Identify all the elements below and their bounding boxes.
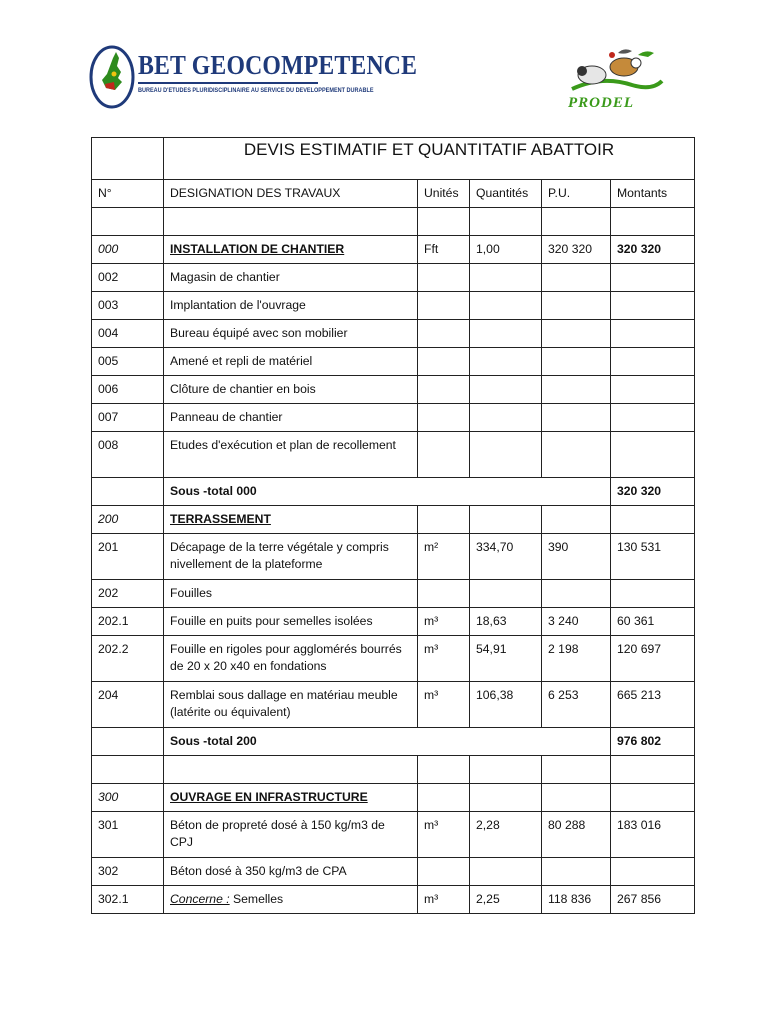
cell-number: 202	[92, 580, 164, 608]
cell-amount: 267 856	[611, 886, 695, 914]
cell-number: 007	[92, 404, 164, 432]
cell-unit	[418, 506, 470, 534]
cell-quantity	[470, 376, 542, 404]
cell-unit-price	[542, 506, 611, 534]
cell-unit-price	[542, 292, 611, 320]
cell-designation: Clôture de chantier en bois	[164, 376, 418, 404]
cell-amount: 120 697	[611, 636, 695, 682]
table-row	[92, 348, 695, 376]
col-header-number: N°	[92, 180, 164, 208]
cell-designation: Bureau équipé avec son mobilier	[164, 320, 418, 348]
cell-unit: m³	[418, 636, 470, 682]
brand-name: BET GEOCOMPETENCE	[138, 50, 418, 80]
cell-unit	[418, 756, 470, 784]
cell-designation: Panneau de chantier	[164, 404, 418, 432]
table-row	[92, 404, 695, 432]
blank-row	[92, 208, 695, 236]
cell-unit: m²	[418, 534, 470, 580]
blank-row	[92, 756, 695, 784]
cell-quantity	[470, 756, 542, 784]
concerne-text: Semelles	[229, 892, 284, 906]
cell-amount: 130 531	[611, 534, 695, 580]
cell-unit-price: 320 320	[542, 236, 611, 264]
cell-amount	[611, 348, 695, 376]
cell-designation: Fouille en rigoles pour agglomérés bourrés de 20 x 20 x40 en fondations	[164, 636, 418, 682]
cell-unit-price	[542, 784, 611, 812]
title-spacer-cell	[92, 138, 164, 180]
table-row	[92, 608, 695, 636]
cell-unit-price	[542, 348, 611, 376]
cell-designation: Décapage de la terre végétale y compris nivellement de la plateforme	[164, 534, 418, 580]
cell-number	[92, 728, 164, 756]
cell-quantity: 106,38	[470, 682, 542, 728]
section-number: 300	[92, 784, 164, 812]
cell-unit-price	[542, 404, 611, 432]
cell-quantity: 2,28	[470, 812, 542, 858]
cell-number: 202.1	[92, 608, 164, 636]
cell-unit: m³	[418, 682, 470, 728]
cell-unit: m³	[418, 608, 470, 636]
header-row	[92, 180, 695, 208]
subtotal-row	[92, 728, 695, 756]
col-header-unit-price: P.U.	[542, 180, 611, 208]
cell-unit-price	[542, 376, 611, 404]
cell-amount	[611, 506, 695, 534]
table-row	[92, 376, 695, 404]
cell-unit-price: 2 198	[542, 636, 611, 682]
title-row	[92, 138, 695, 180]
quote-table	[91, 137, 695, 914]
cell-quantity	[470, 858, 542, 886]
section-row	[92, 506, 695, 534]
cell-unit-price: 6 253	[542, 682, 611, 728]
cell-unit	[418, 292, 470, 320]
table-row	[92, 264, 695, 292]
cell-number: 003	[92, 292, 164, 320]
cell-unit	[418, 376, 470, 404]
cell-number: 005	[92, 348, 164, 376]
brand-underline	[138, 82, 318, 84]
cell-amount	[611, 404, 695, 432]
cell-amount	[611, 264, 695, 292]
cell-quantity	[470, 320, 542, 348]
cell-amount	[611, 432, 695, 478]
cell-unit-price	[542, 432, 611, 478]
section-row	[92, 236, 695, 264]
subtotal-amount: 320 320	[611, 478, 695, 506]
cell-designation: Fouille en puits pour semelles isolées	[164, 608, 418, 636]
cell-quantity	[470, 264, 542, 292]
cell-quantity: 18,63	[470, 608, 542, 636]
cell-quantity: 1,00	[470, 236, 542, 264]
table-row	[92, 858, 695, 886]
cell-amount	[611, 208, 695, 236]
table-row	[92, 580, 695, 608]
section-title: TERRASSEMENT	[164, 506, 418, 534]
cell-quantity: 2,25	[470, 886, 542, 914]
bet-geocompetence-logo	[88, 44, 418, 112]
cell-quantity	[470, 432, 542, 478]
cell-unit-price	[542, 320, 611, 348]
subtotal-amount: 976 802	[611, 728, 695, 756]
partner-name: PRODEL	[568, 95, 634, 111]
cell-designation: Magasin de chantier	[164, 264, 418, 292]
section-row	[92, 784, 695, 812]
cell-unit	[418, 580, 470, 608]
cell-amount	[611, 784, 695, 812]
cell-number	[92, 208, 164, 236]
cell-unit-price	[542, 208, 611, 236]
cell-amount	[611, 580, 695, 608]
col-header-designation: DESIGNATION DES TRAVAUX	[164, 180, 418, 208]
cell-amount	[611, 320, 695, 348]
cell-designation: Fouilles	[164, 580, 418, 608]
cell-amount	[611, 376, 695, 404]
cell-amount	[611, 292, 695, 320]
col-header-quantities: Quantités	[470, 180, 542, 208]
cell-number: 202.2	[92, 636, 164, 682]
cell-quantity	[470, 404, 542, 432]
cell-unit-price	[542, 580, 611, 608]
table-title: DEVIS ESTIMATIF ET QUANTITATIF ABATTOIR	[164, 138, 695, 180]
cell-unit-price: 3 240	[542, 608, 611, 636]
cell-quantity	[470, 348, 542, 376]
cell-amount: 60 361	[611, 608, 695, 636]
cell-quantity	[470, 292, 542, 320]
cell-number: 006	[92, 376, 164, 404]
cell-unit	[418, 208, 470, 236]
cell-unit-price: 80 288	[542, 812, 611, 858]
cell-unit	[418, 404, 470, 432]
cell-amount	[611, 858, 695, 886]
prodel-logo	[562, 45, 667, 113]
cell-designation	[164, 886, 418, 914]
section-number: 000	[92, 236, 164, 264]
cell-unit	[418, 264, 470, 292]
cell-number: 008	[92, 432, 164, 478]
table-row	[92, 534, 695, 580]
cell-unit	[418, 320, 470, 348]
col-header-units: Unités	[418, 180, 470, 208]
cell-designation: Remblai sous dallage en matériau meuble (latérite ou équivalent)	[164, 682, 418, 728]
concerne-prefix: Concerne :	[170, 892, 230, 906]
subtotal-row	[92, 478, 695, 506]
cell-designation: Etudes d'exécution et plan de recollement	[164, 432, 418, 478]
cell-amount: 183 016	[611, 812, 695, 858]
table-row	[92, 812, 695, 858]
cell-unit: m³	[418, 812, 470, 858]
cell-unit	[418, 784, 470, 812]
cell-unit-price: 390	[542, 534, 611, 580]
cell-quantity	[470, 506, 542, 534]
cell-unit	[418, 432, 470, 478]
cell-designation	[164, 756, 418, 784]
subtotal-label: Sous -total 200	[164, 728, 611, 756]
livestock-animals-icon	[562, 45, 667, 97]
cell-designation: Amené et repli de matériel	[164, 348, 418, 376]
subtotal-label: Sous -total 000	[164, 478, 611, 506]
brand-tagline: BUREAU D'ETUDES PLURIDISCIPLINAIRE AU SERVICE DU DEVELOPPEMENT DURABLE	[138, 87, 374, 94]
cell-quantity	[470, 580, 542, 608]
document-header	[0, 0, 768, 130]
cell-designation	[164, 208, 418, 236]
cell-unit-price	[542, 264, 611, 292]
cell-unit-price	[542, 858, 611, 886]
cell-designation: Béton de propreté dosé à 150 kg/m3 de CPJ	[164, 812, 418, 858]
cell-designation: Implantation de l'ouvrage	[164, 292, 418, 320]
cameroon-map-emblem-icon	[88, 44, 136, 110]
cell-number	[92, 756, 164, 784]
table-row	[92, 886, 695, 914]
cell-number: 302	[92, 858, 164, 886]
cell-amount: 665 213	[611, 682, 695, 728]
cell-unit-price	[542, 756, 611, 784]
col-header-amounts: Montants	[611, 180, 695, 208]
table-row	[92, 320, 695, 348]
cell-unit: Fft	[418, 236, 470, 264]
cell-number: 004	[92, 320, 164, 348]
cell-number: 204	[92, 682, 164, 728]
table-row	[92, 292, 695, 320]
section-number: 200	[92, 506, 164, 534]
cell-quantity	[470, 784, 542, 812]
cell-unit	[418, 858, 470, 886]
table-row	[92, 682, 695, 728]
cell-number: 002	[92, 264, 164, 292]
table-row	[92, 636, 695, 682]
cell-amount: 320 320	[611, 236, 695, 264]
cell-number: 302.1	[92, 886, 164, 914]
cell-quantity	[470, 208, 542, 236]
section-title: OUVRAGE EN INFRASTRUCTURE	[164, 784, 418, 812]
cell-unit-price: 118 836	[542, 886, 611, 914]
cell-amount	[611, 756, 695, 784]
cell-number	[92, 478, 164, 506]
cell-quantity: 334,70	[470, 534, 542, 580]
cell-unit: m³	[418, 886, 470, 914]
cell-quantity: 54,91	[470, 636, 542, 682]
cell-unit	[418, 348, 470, 376]
cell-number: 301	[92, 812, 164, 858]
table-row	[92, 432, 695, 478]
cell-number: 201	[92, 534, 164, 580]
cell-designation: Béton dosé à 350 kg/m3 de CPA	[164, 858, 418, 886]
section-title: INSTALLATION DE CHANTIER	[164, 236, 418, 264]
